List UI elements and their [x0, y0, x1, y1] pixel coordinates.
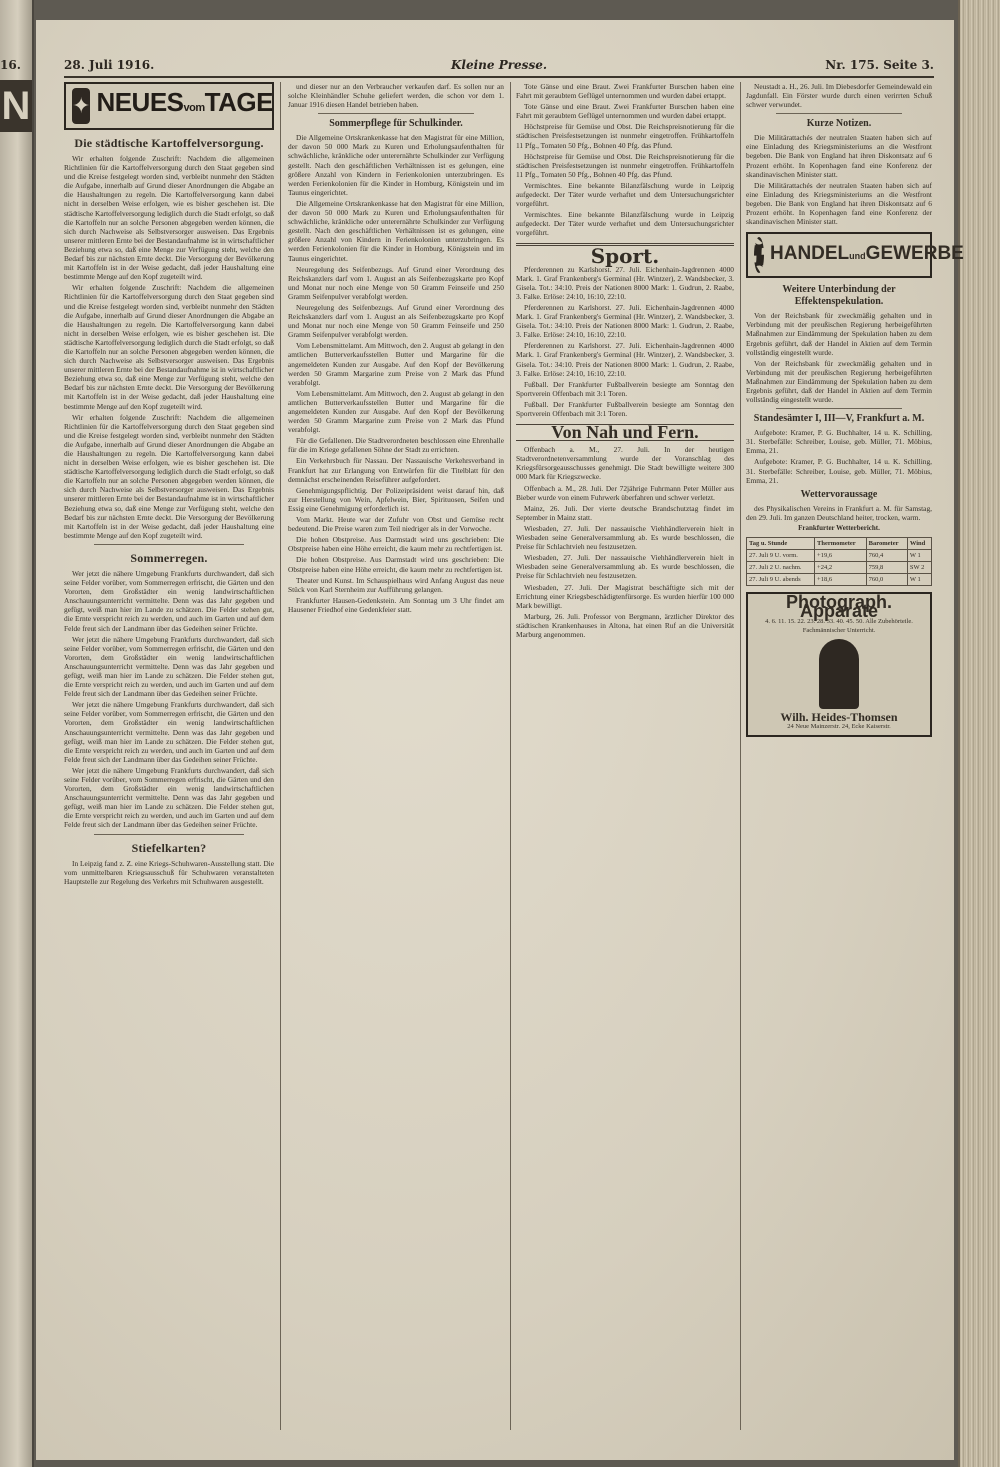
article-sommerregen-cont: Wer jetzt die nähere Umgebung Frankfurts durchwandert, daß sich seine Felder vorüber, vom Sommerregen erfrischt, die Gärten und den Vororten, dem Großstädter ein wenig landwirtschaftlichen Anschauungsunterricht vermittelte. Denn was das Jahr gegeben und gefügt, weiß man hier im Lande zu schätzen. Die Felder stehen gut, die Ernte verspricht reich zu werden, und auch im Garten und auf dem Felde freut sich der Landmann über das Gedeihen seiner Früchte.	[64, 765, 274, 830]
weather-table-cell: +18,6	[815, 574, 867, 586]
weather-table-row	[747, 550, 932, 562]
headline-wettervoraussage: Wettervoraussage	[800, 488, 878, 500]
article-zoo: Frankfurter Hausen-Gedenkstein. Am Sonntag um 3 Uhr findet am Hausener Friedhof eine Gedenkfeier statt.	[288, 595, 504, 614]
weather-table-cell: 27. Juli 9 U. vorm.	[747, 550, 815, 562]
article-obstpreise-cont: Die hohen Obstpreise. Aus Darmstadt wird uns geschrieben: Die Obstpreise haben eine Höhe erreicht, die kaum mehr zu rechtfertigen ist.	[288, 555, 504, 574]
article-vermischtes: Vermischtes. Eine bekannte Bilanzfälschung wurde in Leipzig aufgedeckt. Der Täter wurde verhaftet und dem Untersuchungsrichter vorgeführt.	[516, 180, 734, 209]
article-wiesbaden-cont: Wiesbaden, 27. Juli. Der nassauische Viehhändlerverein hielt in Wiesbaden seine Generalversammlung ab. Es wurde beschlossen, die Preise für Schlachtvieh neu festzusetzen.	[516, 553, 734, 581]
weather-table-cell: 27. Juli 9 U. abends	[747, 574, 815, 586]
article-pferderennen-cont: Pferderennen zu Karlshorst. 27. Juli. Eichenhain-Jagdrennen 4000 Mark. 1. Graf Frankenberg's Germinal (Hr. Wintzer), 2. Wandsbecker, 3. Gisela. Tot.: 34:10. Preis der Nationen 8000 Mark: 1. Gudrun, 2. Raabe, 3. Falke. Erlöse: 24:10, 16:10, 22:10.	[516, 302, 734, 340]
left-page-number: 16.	[0, 58, 21, 72]
weather-table-cell: 760,0	[866, 574, 907, 586]
weather-table	[746, 537, 932, 586]
article-stiefelkarten: In Leipzig fand z. Z. eine Kriegs-Schuhwaren-Ausstellung statt. Die vom unmittelbaren Kriegsausschuß für Schuhwaren veranstalteten Hauptstelle zur Regelung des Verkehrs mit Schuhwaren ausgestellt.	[64, 858, 274, 886]
column-3	[516, 82, 734, 1430]
article-sommerregen-cont: Wer jetzt die nähere Umgebung Frankfurts durchwandert, daß sich seine Felder vorüber, vom Sommerregen erfrischt, die Gärten und den Vororten, dem Großstädter ein wenig landwirtschaftlichen Anschauungsunterricht vermittelte. Denn was das Jahr gegeben und gefügt, weiß man hier im Lande zu schätzen. Die Felder stehen gut, die Ernte verspricht reich zu werden, und auch im Garten und auf dem Felde freut sich der Landmann über das Gedeihen seiner Früchte.	[64, 634, 274, 699]
newspaper-page	[36, 20, 964, 1460]
header-title: Kleine Presse.	[450, 58, 548, 72]
weather-table-cell: Tag u. Stunde	[747, 538, 815, 550]
article-genehmigung: Genehmigungspflichtig. Der Polizeipräsident weist darauf hin, daß zur Herstellung von Wein, Apfelwein, Bier, Spirituosen, Seifen und Essig eine Genehmigung erforderlich ist.	[288, 485, 504, 513]
weather-table-cell: 760,4	[866, 550, 907, 562]
article-obstpreise: Die hohen Obstpreise. Aus Darmstadt wird uns geschrieben: Die Obstpreise haben eine Höhe erreicht, die kaum mehr zu rechtfertigen ist.	[288, 535, 504, 554]
article-sommerregen: Wer jetzt die nähere Umgebung Frankfurts durchwandert, daß sich seine Felder vorüber, vom Sommerregen erfrischt, die Gärten und den Vororten, dem Großstädter ein wenig landwirtschaftlichen Anschauungsunterricht vermittelte. Denn was das Jahr gegeben und gefügt, weiß man hier im Lande zu schätzen. Die Felder stehen gut, die Ernte verspricht reich zu werden, und auch im Garten und auf dem Felde freut sich der Landmann über das Gedeihen seiner Früchte.	[64, 568, 274, 633]
weather-table-cell: +24,2	[815, 562, 867, 574]
left-page-fragment	[0, 0, 34, 1467]
article-mainz: Mainz, 26. Juli. Der vierte deutsche Brandschutztag findet im September in Mainz statt.	[516, 503, 734, 522]
weather-table-cell: Barometer	[866, 538, 907, 550]
article-wiesbaden-2: Wiesbaden, 27. Juli. Der Magistrat beschäftigte sich mit der Errichtung einer Kriegsbeschädigtenfürsorge. Es wurden hierfür 100 000 Mark bewilligt.	[516, 582, 734, 610]
article-schulkinder: Die Allgemeine Ortskrankenkasse hat den Magistrat für eine Million, der davon 50 000 Mark zu Kuren und Erholungsaufenthalten für schwächliche, kränkliche oder unterernährte Schulkinder zur Verfügung gestellt. Nach den geschäftlichen Verhältnissen ist es gelungen, eine größere Anzahl von Kindern in Ferienkolonien unterzubringen. Es werden Ferienkolonien für die Kinder in Homburg, Königstein und im Taunus eingerichtet.	[288, 133, 504, 197]
banner-title: NEUESvomTAGE	[96, 87, 273, 118]
eagle-icon: ✦	[72, 88, 90, 124]
article-notizen: Die Militärattachés der neutralen Staaten haben sich auf eine Einladung des Kriegsministeriums an die Westfront begeben. Die Bank von England hat ihren Diskontsatz auf 6 Prozent erhöht. In Kopenhagen fand eine Konferenz der skandinavischen Minister statt.	[746, 133, 932, 179]
column-4	[746, 82, 964, 1430]
article-wetter: des Physikalischen Vereins in Frankfurt a. M. für Samstag, den 29. Juli. Im ganzen Deutschland heiter, trocken, warm.	[746, 503, 932, 522]
article-fussball: Fußball. Der Frankfurter Fußballverein besiegte am Sonntag den Sportverein Offenbach mit 3:1 Toren.	[516, 379, 734, 398]
weather-table-cell: 27. Juli 2 U. nachm.	[747, 562, 815, 574]
weather-table-cell: W 1	[907, 550, 931, 562]
section-title-nah-und-fern: Von Nah und Fern.	[516, 424, 734, 441]
article-gaense: Tote Gänse und eine Braut. Zwei Frankfurter Burschen haben eine Fahrt mit geraubtem Geflügel unternommen und wurden dabei ertappt.	[516, 82, 734, 101]
article-effekten: Von der Reichsbank für zweckmäßig gehalten und in Verbindung mit der preußischen Regierung herbeigeführten Maßnahmen zur Eindämmung der Spekulation haben zu dem Ergebnis geführt, daß der Handel in Aktien auf dem Termin vollständig eingestellt wurde.	[746, 311, 932, 357]
article-standesaemter-cont: Aufgebote: Kramer, P. G. Buchhalter, 14 u. K. Schilling, 31. Sterbefälle: Schreiber, Louise, geb. Müller, 71. Möbius, Emma, 21.	[746, 457, 932, 485]
handel-und-gewerbe-banner	[746, 232, 964, 278]
article-sommerregen-cont: Wer jetzt die nähere Umgebung Frankfurts durchwandert, daß sich seine Felder vorüber, vom Sommerregen erfrischt, die Gärten und den Vororten, dem Großstädter ein wenig landwirtschaftlichen Anschauungsunterricht vermittelte. Denn was das Jahr gegeben und gefügt, weiß man hier im Lande zu schätzen. Die Felder stehen gut, die Ernte verspricht reich zu werden, und auch im Garten und auf dem Felde freut sich der Landmann über das Gedeihen seiner Früchte.	[64, 700, 274, 764]
article-lebensmittel: Vom Lebensmittelamt. Am Mittwoch, den 2. August ab gelangt in den amtlichen Butterverkaufsstellen Butter und Margarine für die angemeldeten Kunden zur Ausgabe. Auf den Kopf der Bevölkerung werden 50 Gramm Margarine zum Preise von 2 Mark das Pfund verabfolgt.	[288, 341, 504, 387]
headline-standesaemter: Standesämter I, III—V, Frankfurt a. M.	[753, 413, 925, 425]
weather-table-cell: W 1	[907, 574, 931, 586]
column-1	[64, 82, 274, 1430]
article-pferderennen-cont: Pferderennen zu Karlshorst. 27. Juli. Eichenhain-Jagdrennen 4000 Mark. 1. Graf Frankenberg's Germinal (Hr. Wintzer), 2. Wandsbecker, 3. Gisela. Tot.: 34:10. Preis der Nationen 8000 Mark: 1. Gudrun, 2. Raabe, 3. Falke. Erlöse: 24:10, 16:10, 22:10.	[516, 341, 734, 378]
article-pferderennen: Pferderennen zu Karlshorst. 27. Juli. Eichenhain-Jagdrennen 4000 Mark. 1. Graf Frankenberg's Germinal (Hr. Wintzer), 2. Wandsbecker, 3. Gisela. Tot.: 34:10. Preis der Nationen 8000 Mark: 1. Gudrun, 2. Raabe, 3. Falke. Erlöse: 24:10, 16:10, 22:10.	[516, 264, 734, 301]
article-obst-hoechstpreise-cont: Höchstpreise für Gemüse und Obst. Die Reichspreisnotierung für die städtischen Preisfestsetzungen ist nunmehr eingetroffen. Frühkartoffeln 11 Pfg., Tomaten 50 Pfg., Bohnen 40 Pfg. das Pfund.	[516, 151, 734, 179]
weather-table-row	[747, 574, 932, 586]
divider	[776, 113, 902, 114]
article-gaense-cont: Tote Gänse und eine Braut. Zwei Frankfurter Burschen haben eine Fahrt mit geraubtem Geflügel unternommen und wurden dabei ertappt.	[516, 102, 734, 121]
article-seifen-cont: Neuregelung des Seifenbezugs. Auf Grund einer Verordnung des Reichskanzlers darf vom 1. August an als Seifenbezugskarte pro Kopf und Monat nur noch eine Menge von 50 Gramm Feinseife und 250 Gramm Seifenpulver verabfolgt werden.	[288, 302, 504, 340]
headline-kurze-notizen: Kurze Notizen.	[806, 118, 872, 130]
article-kartoffel-cont: Wir erhalten folgende Zuschrift: Nachdem die allgemeinen Richtlinien für die Kartoffelversorgung durch den Staat gegeben sind und die Kreise festgelegt worden sind, verbleibt nunmehr den Städten die Aufgabe, innerhalb auf Grund dieser Anordnungen die Abgabe an die Haushaltungen zu regeln. Die Kartoffelversorgung kann dabei nicht in derselben Weise erfolgen, wie es bisher geschehen ist. Die städtische Kartoffelversorgung lediglich durch die Stadt erfolgt, so daß die Kartoffeln nur an solche Personen abgegeben werden können, die sich durch Nachweise als Selbstversorger ausweisen. Das Ergebnis unserer mittleren Ernte bei der Bestandaufnahme ist in wirtschaftlicher Beziehung etwa so, daß eine Menge zur Verfügung steht, welche den Bedarf bis zur nächsten Ernte deckt. Die Versorgung der Bevölkerung mit Kartoffeln ist in der Weise gedacht, daß jeder Haushaltung eine bestimmte Menge auf den Kopf zugeteilt wird.	[64, 412, 274, 540]
column-rule	[280, 82, 281, 1430]
page-header	[64, 56, 934, 78]
ad-text: 4. 6. 11. 15. 22. 23. 28. 33. 40. 45. 50. Alle Zubehörteile. Fachmännischer Unterricht.	[765, 617, 913, 634]
article-lebensmittel-cont: Vom Lebensmittelamt. Am Mittwoch, den 2. August ab gelangt in den amtlichen Butterverkaufsstellen Butter und Margarine für die angemeldeten Kunden zur Ausgabe. Auf den Kopf der Bevölkerung werden 50 Gramm Margarine zum Preise von 2 Mark das Pfund verabfolgt.	[288, 388, 504, 435]
photo-apparate-ad	[746, 592, 932, 737]
article-effekten-cont: Von der Reichsbank für zweckmäßig gehalten und in Verbindung mit der preußischen Regierung herbeigeführten Maßnahmen zur Eindämmung der Spekulation haben zu dem Ergebnis geführt, daß der Handel in Aktien auf dem Termin vollständig eingestellt wurde.	[746, 358, 932, 405]
divider	[94, 544, 244, 545]
weather-table-cell: 759,8	[866, 562, 907, 574]
article-standesaemter: Aufgebote: Kramer, P. G. Buchhalter, 14 u. K. Schilling, 31. Sterbefälle: Schreiber, Louise, geb. Müller, 71. Möbius, Emma, 21.	[746, 428, 932, 456]
article-offenbach-2: Offenbach a. M., 28. Juli. Der 72jährige Fuhrmann Peter Müller aus Bieber wurde von einem Fuhrwerk überfahren und schwer verletzt.	[516, 483, 734, 502]
header-issue: Nr. 175. Seite 3.	[825, 58, 934, 72]
weather-table-cell: Wind	[907, 538, 931, 550]
article-obst-hoechstpreise: Höchstpreise für Gemüse und Obst. Die Reichspreisnotierung für die städtischen Preisfestsetzungen ist nunmehr eingetroffen. Frühkartoffeln 11 Pfg., Tomaten 50 Pfg., Bohnen 40 Pfg. das Pfund.	[516, 122, 734, 150]
right-page-stack	[958, 0, 1000, 1467]
article-seifen: Neuregelung des Seifenbezugs. Auf Grund einer Verordnung des Reichskanzlers darf vom 1. August an als Seifenbezugskarte pro Kopf und Monat nur noch eine Menge von 50 Gramm Feinseife und 250 Gramm Seifenpulver verabfolgt werden.	[288, 264, 504, 301]
article-kartoffel: Wir erhalten folgende Zuschrift: Nachdem die allgemeinen Richtlinien für die Kartoffelversorgung durch den Staat gegeben sind und die Kreise festgelegt worden sind, verbleibt nunmehr den Städten die Aufgabe, innerhalb auf Grund dieser Anordnungen die Abgabe an die Haushaltungen zu regeln. Die Kartoffelversorgung kann dabei nicht in derselben Weise erfolgen, wie es bisher geschehen ist. Die städtische Kartoffelversorgung lediglich durch die Stadt erfolgt, so daß die Kartoffeln nur an solche Personen abgegeben werden können, die sich durch Nachweise als Selbstversorger ausweisen. Das Ergebnis unserer mittleren Ernte bei der Bestandaufnahme ist in wirtschaftlicher Beziehung etwa so, daß eine Menge zur Verfügung steht, welche den Bedarf bis zur nächsten Ernte deckt. Die Versorgung der Bevölkerung mit Kartoffeln ist in der Weise gedacht, daß jeder Haushaltung eine bestimmte Menge auf den Kopf zugeteilt wird.	[64, 154, 274, 282]
header-date: 28. Juli 1916.	[64, 58, 155, 72]
weather-table-row	[747, 562, 932, 574]
headline-sommerregen: Sommerregen.	[130, 550, 208, 565]
divider	[776, 408, 902, 409]
column-2	[288, 82, 504, 1430]
article-marburg: Marburg, 26. Juli. Professor von Bergmann, ärztlicher Direktor des städtischen Krankenhauses in Altona, hat einen Ruf an die Universität Marburg angenommen.	[516, 611, 734, 639]
article-theater: Theater und Kunst. Im Schauspielhaus wird Anfang August das neue Stück von Karl Sternheim zur Aufführung gelangen.	[288, 575, 504, 594]
article-notizen-cont: Die Militärattachés der neutralen Staaten haben sich auf eine Einladung des Kriegsministeriums an die Westfront begeben. Die Bank von England hat ihren Diskontsatz auf 6 Prozent erhöht. In Kopenhagen fand eine Konferenz der skandinavischen Minister statt.	[746, 180, 932, 227]
weather-table-cell: +19,6	[815, 550, 867, 562]
column-rule	[510, 82, 511, 1430]
ad-title: Photograph. Apparate	[786, 592, 892, 622]
photographer-figure-icon	[819, 639, 859, 709]
article-fussball-cont: Fußball. Der Frankfurter Fußballverein besiegte am Sonntag den Sportverein Offenbach mit 3:1 Toren.	[516, 399, 734, 418]
weather-table-cell: Thermometer	[815, 538, 867, 550]
article-neustadt: Neustadt a. H., 26. Juli. Im Diebesdorfer Gemeindewald ein Jagdunfall. Ein Förster wurde durch einen verirrten Schuß schwer verwundet.	[746, 82, 932, 110]
weather-table-cell: SW 2	[907, 562, 931, 574]
article-vermischtes-cont: Vermischtes. Eine bekannte Bilanzfälschung wurde in Leipzig aufgedeckt. Der Täter wurde verhaftet und dem Untersuchungsrichter vorgeführt.	[516, 210, 734, 238]
banner-title-handel: HANDELundGEWERBE	[770, 243, 964, 265]
headline-kartoffel: Die städtische Kartoffelversorgung.	[74, 136, 264, 150]
article-markt: Vom Markt. Heute war der Zufuhr von Obst und Gemüse recht bedeutend. Die Preise waren zum Teil niedriger als in der Vorwoche.	[288, 515, 504, 534]
divider	[318, 113, 474, 114]
article-intro: und dieser nur an den Verbraucher verkaufen darf. Es sollen nur an solche Kleinhändler Schuhe geliefert werden, die schon vor dem 1. Januar 1916 diesen Handel betrieben haben.	[288, 82, 504, 110]
weather-table-header	[747, 538, 932, 550]
article-gefallenen: Für die Gefallenen. Die Stadtverordneten beschlossen eine Ehrenhalle für die im Kriege gefallenen Söhne der Stadt zu errichten.	[288, 436, 504, 455]
article-wiesbaden: Wiesbaden, 27. Juli. Der nassauische Viehhändlerverein hielt in Wiesbaden seine Generalversammlung ab. Es wurde beschlossen, die Preise für Schlachtvieh neu festzusetzen.	[516, 523, 734, 552]
article-nassau: Ein Verkehrsbuch für Nassau. Der Nassauische Verkehrsverband in Frankfurt hat zur Erlangung von Entwürfen für die Titelblatt für den demnächst erscheinenden Reiseführer aufgefordert.	[288, 456, 504, 484]
neues-vom-tage-banner	[64, 82, 274, 130]
column-rule	[740, 82, 741, 1430]
headline-effekten: Weitere Unterbindung der Effektenspekulation.	[782, 284, 896, 308]
divider	[94, 834, 244, 835]
ad-company-name: Wilh. Heides-Thomsen	[780, 709, 898, 724]
ad-address: 24 Neue Mainzerstr. 24, Ecke Kaiserstr.	[787, 722, 891, 730]
section-title-sport: Sport.	[590, 243, 660, 268]
weather-table-title: Frankfurter Wetterbericht.	[798, 523, 880, 532]
article-kartoffel-cont: Wir erhalten folgende Zuschrift: Nachdem die allgemeinen Richtlinien für die Kartoffelversorgung durch den Staat gegeben sind und die Kreise festgelegt worden sind, verbleibt nunmehr den Städten die Aufgabe, innerhalb auf Grund dieser Anordnungen die Abgabe an die Haushaltungen zu regeln. Die Kartoffelversorgung kann dabei nicht in derselben Weise erfolgen, wie es bisher geschehen ist. Die städtische Kartoffelversorgung lediglich durch die Stadt erfolgt, so daß die Kartoffeln nur an solche Personen abgegeben werden können, die sich durch Nachweise als Selbstversorger ausweisen. Das Ergebnis unserer mittleren Ernte bei der Bestandaufnahme ist in wirtschaftlicher Beziehung etwa so, daß eine Menge zur Verfügung steht, welche den Bedarf bis zur nächsten Ernte deckt. Die Versorgung der Bevölkerung mit Kartoffeln ist in der Weise gedacht, daß jeder Haushaltung eine bestimmte Menge auf den Kopf zugeteilt wird.	[64, 283, 274, 411]
left-page-banner-fragment: N	[0, 80, 32, 132]
article-offenbach: Offenbach a. M., 27. Juli. In der heutigen Stadtverordnetenversammlung wurde der Voranschlag des Kriegsfürsorgeausschusses genehmigt. Die Stadt bewilligte weitere 300 000 Mark für Kriegszwecke.	[516, 445, 734, 482]
headline-stiefelkarten: Stiefelkarten?	[131, 840, 207, 855]
article-schulkinder-cont: Die Allgemeine Ortskrankenkasse hat den Magistrat für eine Million, der davon 50 000 Mark zu Kuren und Erholungsaufenthalten für schwächliche, kränkliche oder unterernährte Schulkinder zur Verfügung gestellt. Nach den geschäftlichen Verhältnissen ist es gelungen, eine größere Anzahl von Kindern in Ferienkolonien unterzubringen. Es werden Ferienkolonien für die Kinder in Homburg, Königstein und im Taunus eingerichtet.	[288, 198, 504, 263]
headline-schulkinder: Sommerpflege für Schulkinder.	[329, 118, 463, 130]
cogwheel-icon	[754, 237, 764, 273]
